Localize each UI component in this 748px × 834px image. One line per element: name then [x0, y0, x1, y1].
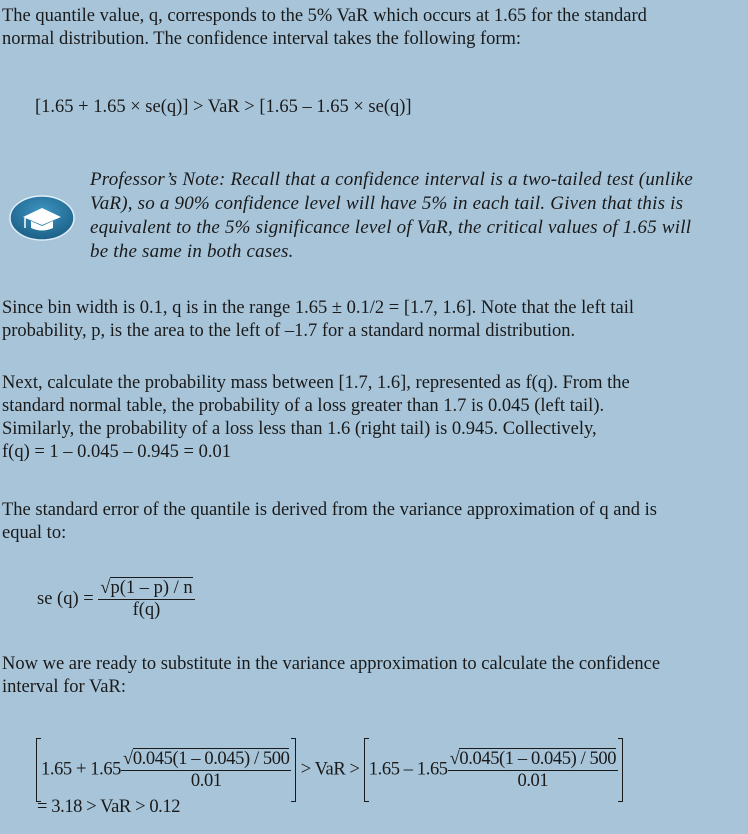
note-line: equivalent to the 5% significance level of VaR, the critical values of 1.65 will — [90, 217, 692, 238]
text-line: The quantile value, q, corresponds to the 5% VaR which occurs at 1.65 for the standard — [2, 6, 647, 26]
text-line: Now we are ready to substitute in the variance approximation to calculate the confidence — [2, 654, 661, 674]
right-denominator: 0.01 — [517, 770, 549, 791]
se-formula — [37, 578, 195, 621]
text-line: f(q) = 1 – 0.045 – 0.945 = 0.01 — [2, 442, 231, 462]
text-line: probability, p, is the area to the left of –1.7 for a standard normal distribution. — [2, 321, 576, 341]
text-line: The standard error of the quantile is derived from the variance approximation of q and is — [2, 500, 657, 520]
left-fraction: $\frac{√0.045(1 - 0.045) / 500}{0.01}$ — [123, 748, 290, 791]
graduation-cap-icon — [9, 195, 75, 241]
se-numerator: p(1 – p) / n — [110, 578, 193, 598]
text-line: Next, calculate the probability mass between [1.7, 1.6], represented as f(q). From the — [2, 373, 630, 393]
text-line: Similarly, the probability of a loss less than 1.6 (right tail) is 0.945. Collectively, — [2, 419, 597, 439]
text-line: Since bin width is 0.1, q is in the range 1.65 ± 0.1/2 = [1.7, 1.6]. Note that the left tail — [2, 298, 635, 318]
right-fraction: $\frac{√0.045(1 - 0.045) / 500}{0.01}$ — [449, 748, 617, 791]
final-result: = 3.18 > VaR > 0.12 — [37, 797, 181, 817]
note-line: Professor’s Note: Recall that a confidence interval is a two-tailed test (unlike — [90, 169, 693, 190]
note-line: VaR), so a 90% confidence level will have 5% in each tail. Given that this is — [90, 193, 684, 214]
final-ci-formula — [36, 738, 623, 802]
left-denominator: 0.01 — [190, 770, 222, 791]
confidence-interval-formula: [1.65 + 1.65 × se(q)] > VaR > [1.65 – 1.65 × se(q)] — [35, 97, 412, 117]
note-line: be the same in both cases. — [90, 241, 294, 262]
professors-note — [90, 168, 748, 264]
se-fraction: $\frac{√p(1 - p) / n}{f(q)}$ — [100, 578, 193, 620]
middle-operator: > VaR > — [300, 759, 360, 780]
text-line: standard normal table, the probability of a loss greater than 1.7 is 0.045 (left tail). — [2, 396, 605, 416]
paragraph-intro — [2, 5, 746, 51]
se-denominator: f(q) — [132, 600, 161, 620]
paragraph-substitute — [2, 653, 746, 699]
paragraph-probability-mass — [2, 372, 746, 464]
text-line: normal distribution. The confidence interval takes the following form: — [2, 29, 522, 49]
paragraph-standard-error — [2, 499, 746, 545]
paragraph-bin-width — [2, 297, 746, 343]
right-numerator: 0.045(1 – 0.045) / 500 — [459, 748, 617, 769]
text-line: equal to: — [2, 523, 67, 543]
left-prefix: 1.65 + 1.65 — [41, 759, 122, 780]
left-numerator: 0.045(1 – 0.045) / 500 — [132, 748, 290, 769]
right-prefix: 1.65 – 1.65 — [368, 759, 448, 780]
se-lhs: se (q) = — [37, 589, 94, 609]
text-line: interval for VaR: — [2, 677, 126, 697]
